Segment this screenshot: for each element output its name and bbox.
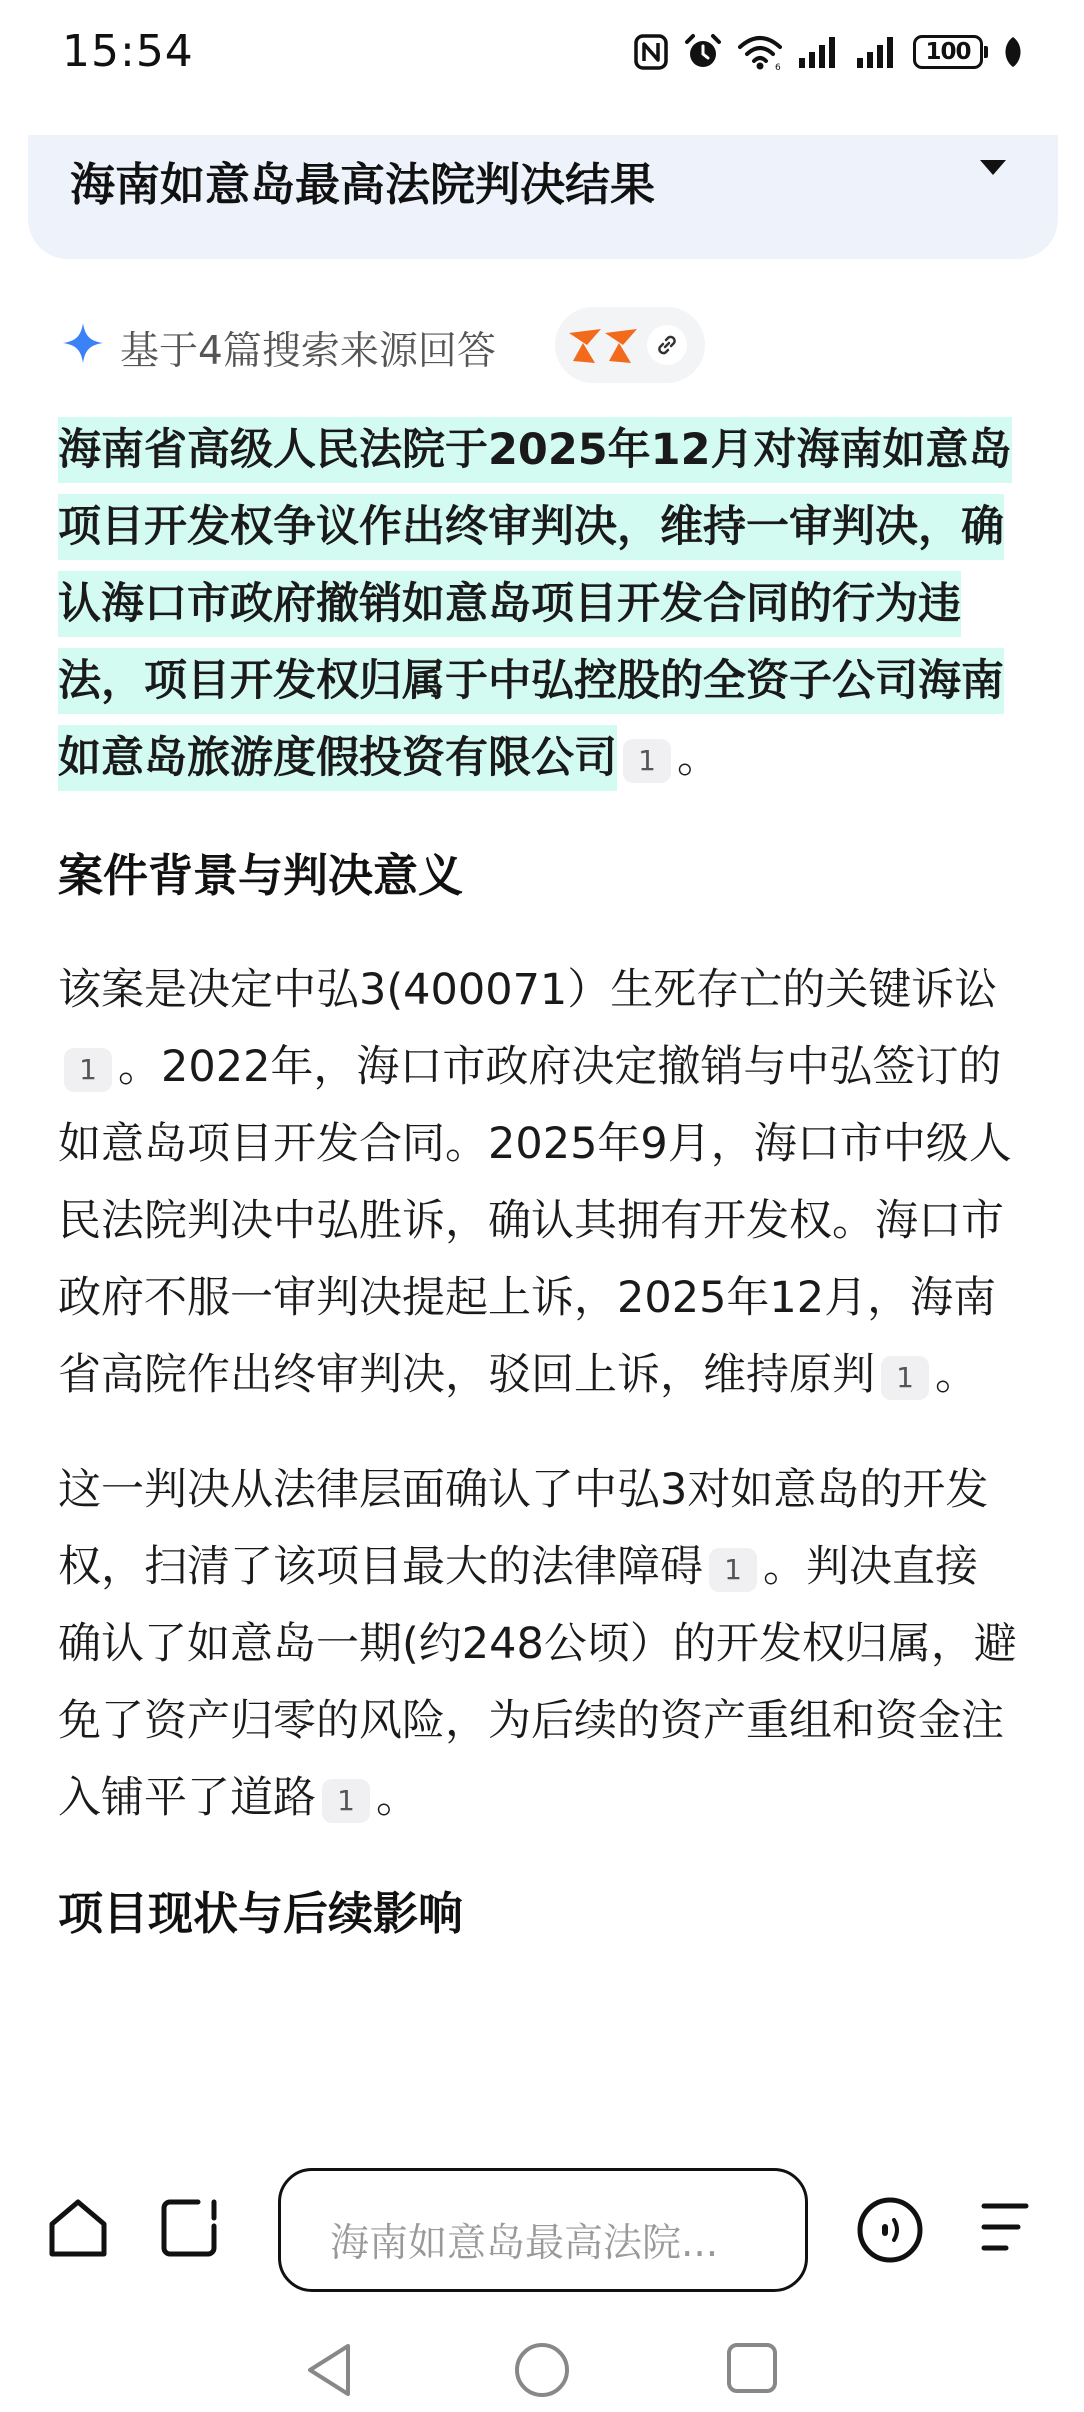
status-bar: [0, 0, 1084, 110]
query-title[interactable]: 海南如意岛最高法院判决结果: [70, 158, 656, 211]
citation-badge[interactable]: 1: [64, 1048, 112, 1092]
citation-badge[interactable]: 1: [322, 1779, 370, 1823]
signal-icon: [797, 34, 841, 70]
answer-lead: [58, 412, 1018, 797]
battery-indicator: [913, 35, 988, 69]
citation-badge[interactable]: 1: [623, 739, 671, 783]
status-time: 15:54: [62, 26, 194, 77]
paragraph-text: 。判决直接确认了如意岛一期(约248公顷）的开发权归属，避免了资产归零的风险，为后续的资产重组和资金注入铺平了道路: [58, 1542, 1017, 1823]
answer-lead-end: 。: [677, 733, 720, 783]
section-heading: 项目现状与后续影响: [58, 1887, 464, 1940]
source-chip[interactable]: [555, 307, 705, 383]
paragraph-text: 。2022年，海口市政府决定撤销与中弘签订的如意岛项目开发合同。2025年9月，海口市中级人民法院判决中弘胜诉，确认其拥有开发权。海口市政府不服一审判决提起上诉，2025年12月，海南省高院作出终审判决，驳回上诉，维持原判: [58, 1042, 1012, 1400]
wifi-icon: [737, 33, 783, 71]
back-nav-icon[interactable]: [302, 2340, 356, 2400]
status-icons: [633, 32, 1024, 72]
citation-badge[interactable]: 1: [709, 1548, 757, 1592]
paragraph-text: 这一判决从法律层面确认了中弘3对如意岛的开发权，扫清了该项目最大的法律障碍: [58, 1465, 989, 1592]
home-nav-icon[interactable]: [512, 2340, 572, 2400]
alarm-icon: [683, 32, 723, 72]
paragraph-text: 该案是决定中弘3(400071）生死存亡的关键诉讼: [58, 965, 998, 1015]
battery-level: 100: [913, 35, 983, 69]
sparkle-icon: [62, 322, 104, 364]
paragraph-background: [58, 952, 1018, 1414]
svg-text:6: 6: [775, 63, 781, 71]
leaf-icon: [1002, 35, 1024, 69]
paragraph-end: 。: [376, 1773, 419, 1823]
voice-icon[interactable]: [856, 2196, 924, 2264]
tabs-icon[interactable]: [158, 2196, 224, 2260]
recents-nav-icon[interactable]: [724, 2340, 780, 2396]
search-input-placeholder[interactable]: 海南如意岛最高法院...: [330, 2221, 719, 2266]
nfc-icon: [633, 33, 669, 71]
source-logo-icon-2: [601, 323, 641, 367]
signal-icon-2: [855, 34, 899, 70]
menu-icon[interactable]: [976, 2198, 1034, 2256]
answer-content: [58, 412, 1018, 1952]
chevron-down-icon[interactable]: [980, 160, 1006, 175]
paragraph-end: 。: [935, 1350, 978, 1400]
paragraph-significance: [58, 1452, 1018, 1837]
answer-lead-text: 海南省高级人民法院于2025年12月对海南如意岛项目开发权争议作出终审判决，维持一审判决，确认海口市政府撤销如意岛项目开发合同的行为违法，项目开发权归属于中弘控股的全资子公司海南如意岛旅游度假投资有限公司: [58, 417, 1012, 791]
source-logo-icon: [565, 323, 605, 367]
section-heading: 案件背景与判决意义: [58, 849, 464, 902]
home-icon[interactable]: [46, 2196, 110, 2260]
link-icon: [647, 325, 687, 365]
citation-badge[interactable]: 1: [881, 1356, 929, 1400]
source-label[interactable]: 基于4篇搜索来源回答: [120, 329, 496, 374]
